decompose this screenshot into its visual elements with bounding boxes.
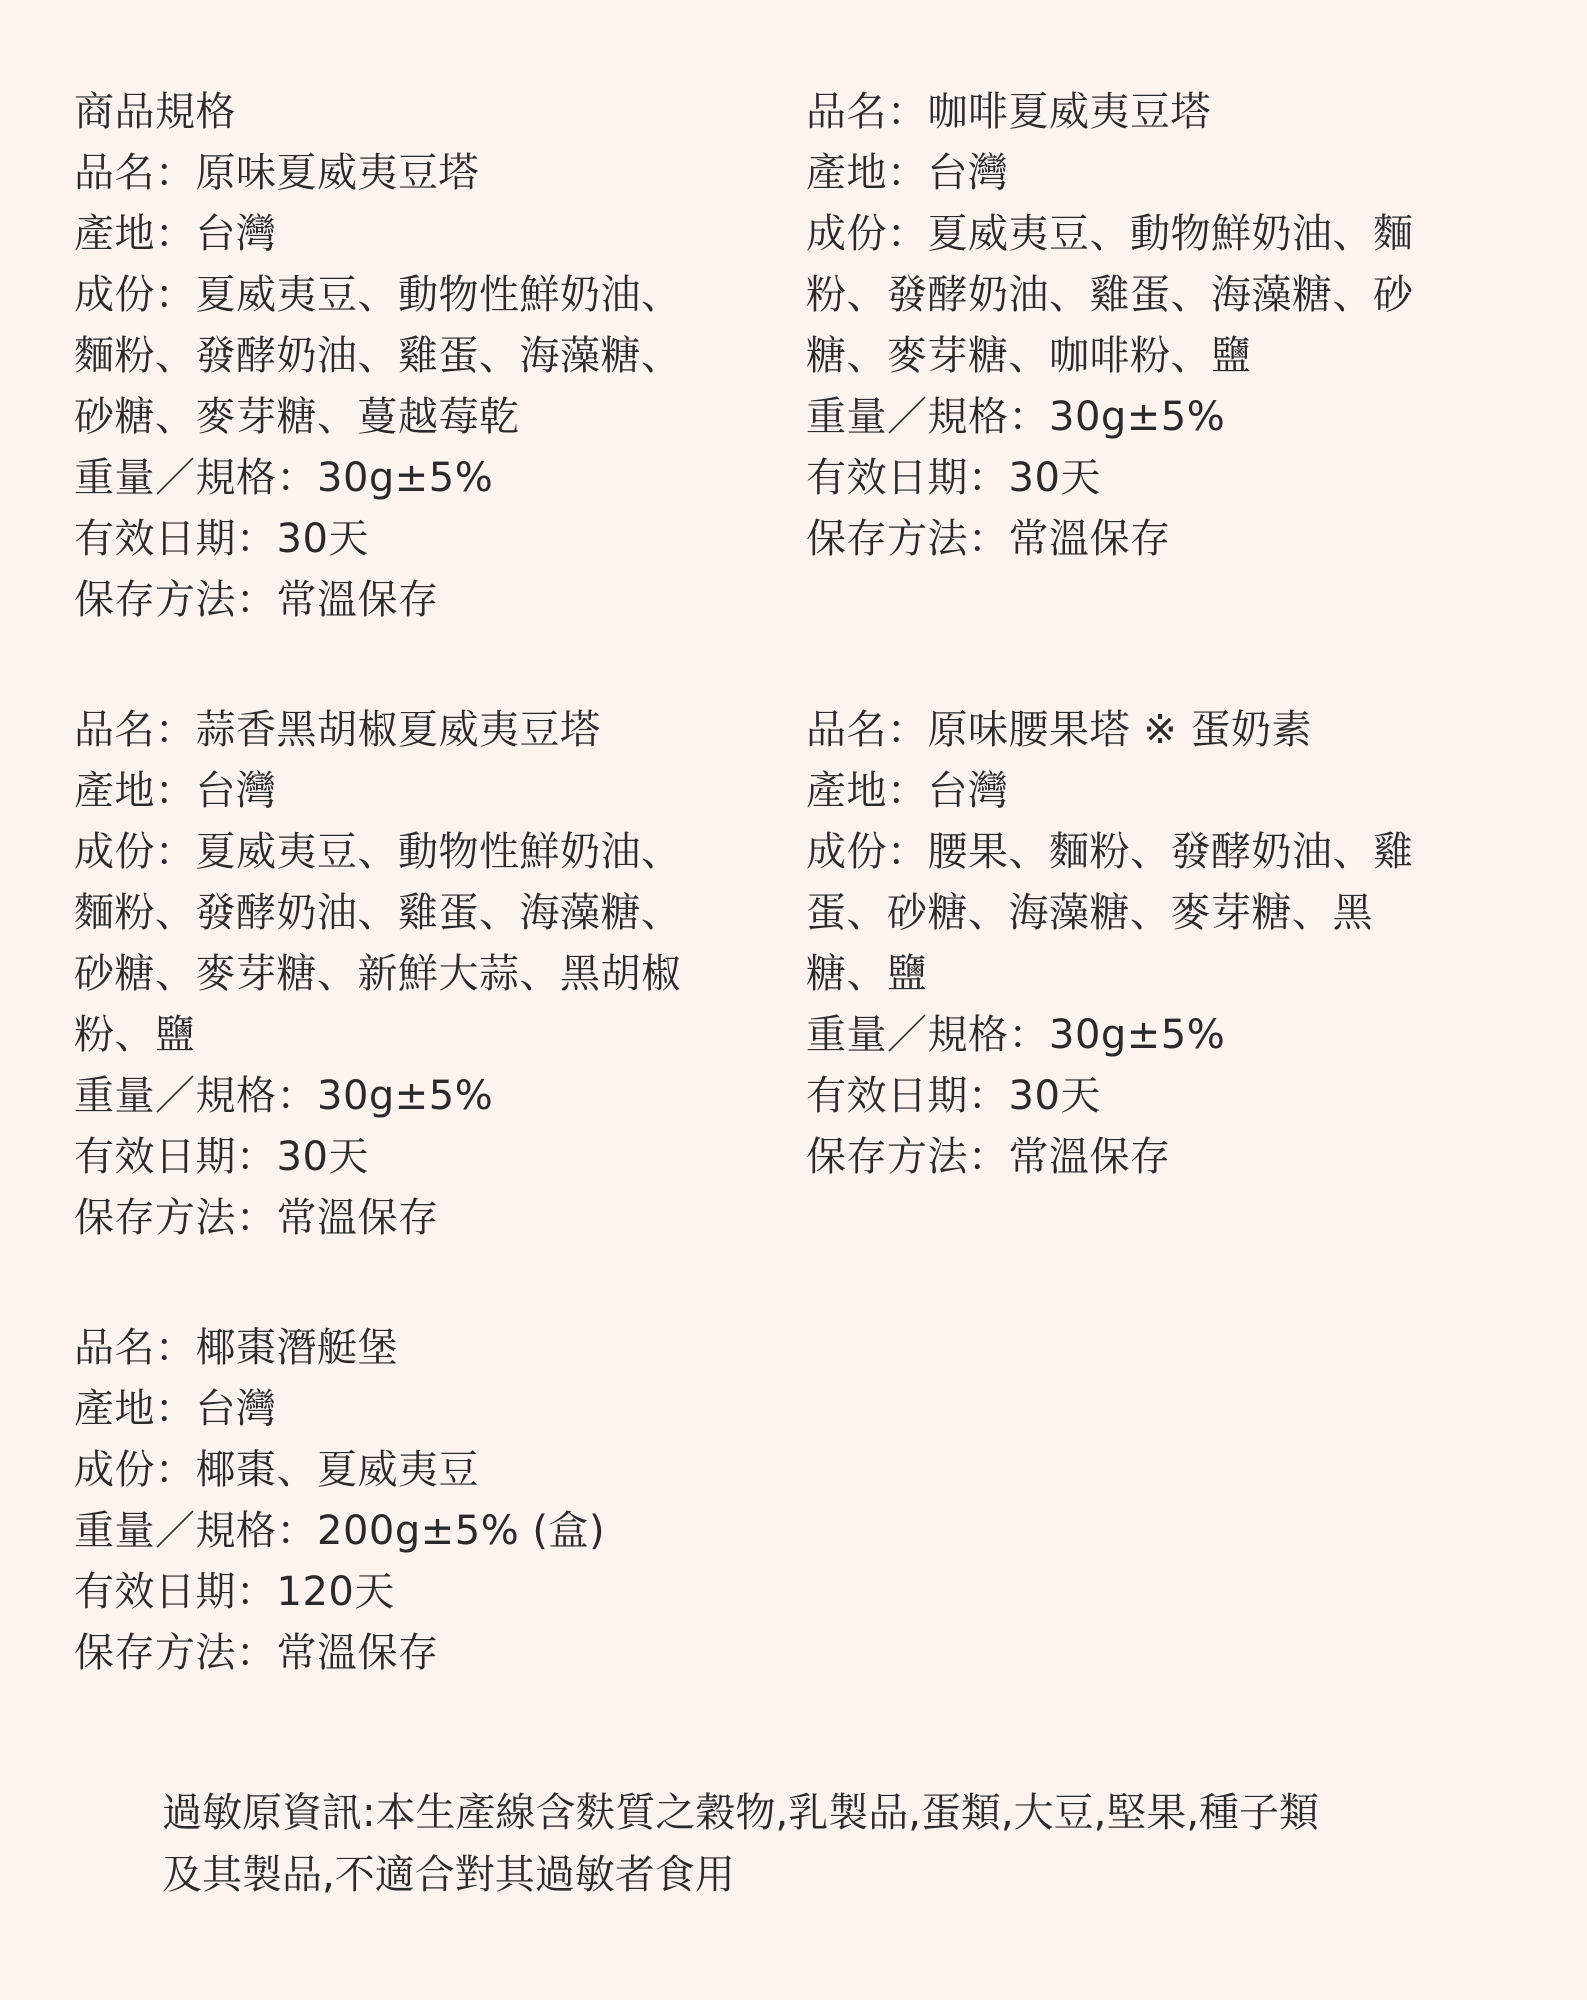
product-ingredients: 成份：夏威夷豆、動物性鮮奶油、 bbox=[74, 829, 682, 875]
product-ingredients-cont: 粉、發酵奶油、雞蛋、海藻糖、砂 bbox=[806, 272, 1414, 318]
product-ingredients: 成份：腰果、麵粉、發酵奶油、雞 bbox=[806, 829, 1414, 875]
product-ingredients-cont: 糖、鹽 bbox=[806, 951, 928, 997]
product-name: 品名：椰棗潛艇堡 bbox=[74, 1325, 398, 1371]
product-shelf-life: 有效日期：30天 bbox=[74, 516, 369, 562]
product-weight: 重量／規格：200g±5% (盒) bbox=[74, 1508, 606, 1554]
product-origin: 產地：台灣 bbox=[74, 768, 277, 814]
product-original-cashew-tart bbox=[806, 700, 1486, 1188]
product-origin: 產地：台灣 bbox=[74, 1386, 277, 1432]
allergen-notice bbox=[162, 1782, 1462, 1906]
product-origin: 產地：台灣 bbox=[74, 211, 277, 257]
product-name: 品名：咖啡夏威夷豆塔 bbox=[806, 89, 1211, 135]
product-weight: 重量／規格：30g±5% bbox=[74, 1073, 494, 1119]
product-ingredients-cont: 砂糖、麥芽糖、新鮮大蒜、黑胡椒 bbox=[74, 951, 682, 997]
product-shelf-life: 有效日期：120天 bbox=[74, 1569, 395, 1615]
product-storage: 保存方法：常溫保存 bbox=[74, 1630, 439, 1676]
section-heading: 商品規格 bbox=[74, 89, 236, 135]
product-ingredients-cont: 砂糖、麥芽糖、蔓越莓乾 bbox=[74, 394, 520, 440]
allergen-line: 及其製品,不適合對其過敏者食用 bbox=[162, 1852, 735, 1898]
product-ingredients-cont: 粉、鹽 bbox=[74, 1012, 196, 1058]
allergen-line: 過敏原資訊:本生產線含麩質之穀物,乳製品,蛋類,大豆,堅果,種子類 bbox=[162, 1790, 1320, 1836]
product-weight: 重量／規格：30g±5% bbox=[806, 1012, 1226, 1058]
product-storage: 保存方法：常溫保存 bbox=[74, 577, 439, 623]
product-name: 品名：原味夏威夷豆塔 bbox=[74, 150, 479, 196]
product-ingredients-cont: 糖、麥芽糖、咖啡粉、鹽 bbox=[806, 333, 1252, 379]
product-shelf-life: 有效日期：30天 bbox=[74, 1134, 369, 1180]
product-storage: 保存方法：常溫保存 bbox=[806, 516, 1171, 562]
product-storage: 保存方法：常溫保存 bbox=[806, 1134, 1171, 1180]
product-name: 品名：原味腰果塔 ※ 蛋奶素 bbox=[806, 707, 1312, 753]
product-coffee-macadamia-tart bbox=[806, 82, 1486, 570]
product-origin: 產地：台灣 bbox=[806, 150, 1009, 196]
product-date-submarine bbox=[74, 1318, 754, 1684]
product-ingredients-cont: 麵粉、發酵奶油、雞蛋、海藻糖、 bbox=[74, 333, 682, 379]
product-ingredients: 成份：夏威夷豆、動物性鮮奶油、 bbox=[74, 272, 682, 318]
product-ingredients-cont: 蛋、砂糖、海藻糖、麥芽糖、黑 bbox=[806, 890, 1373, 936]
product-ingredients: 成份：夏威夷豆、動物鮮奶油、麵 bbox=[806, 211, 1414, 257]
product-ingredients: 成份：椰棗、夏威夷豆 bbox=[74, 1447, 479, 1493]
product-weight: 重量／規格：30g±5% bbox=[806, 394, 1226, 440]
product-name: 品名：蒜香黑胡椒夏威夷豆塔 bbox=[74, 707, 601, 753]
product-ingredients-cont: 麵粉、發酵奶油、雞蛋、海藻糖、 bbox=[74, 890, 682, 936]
product-weight: 重量／規格：30g±5% bbox=[74, 455, 494, 501]
product-shelf-life: 有效日期：30天 bbox=[806, 1073, 1101, 1119]
product-storage: 保存方法：常溫保存 bbox=[74, 1195, 439, 1241]
product-origin: 產地：台灣 bbox=[806, 768, 1009, 814]
product-original-macadamia-tart bbox=[74, 82, 754, 631]
product-garlic-pepper-macadamia-tart bbox=[74, 700, 754, 1249]
product-shelf-life: 有效日期：30天 bbox=[806, 455, 1101, 501]
